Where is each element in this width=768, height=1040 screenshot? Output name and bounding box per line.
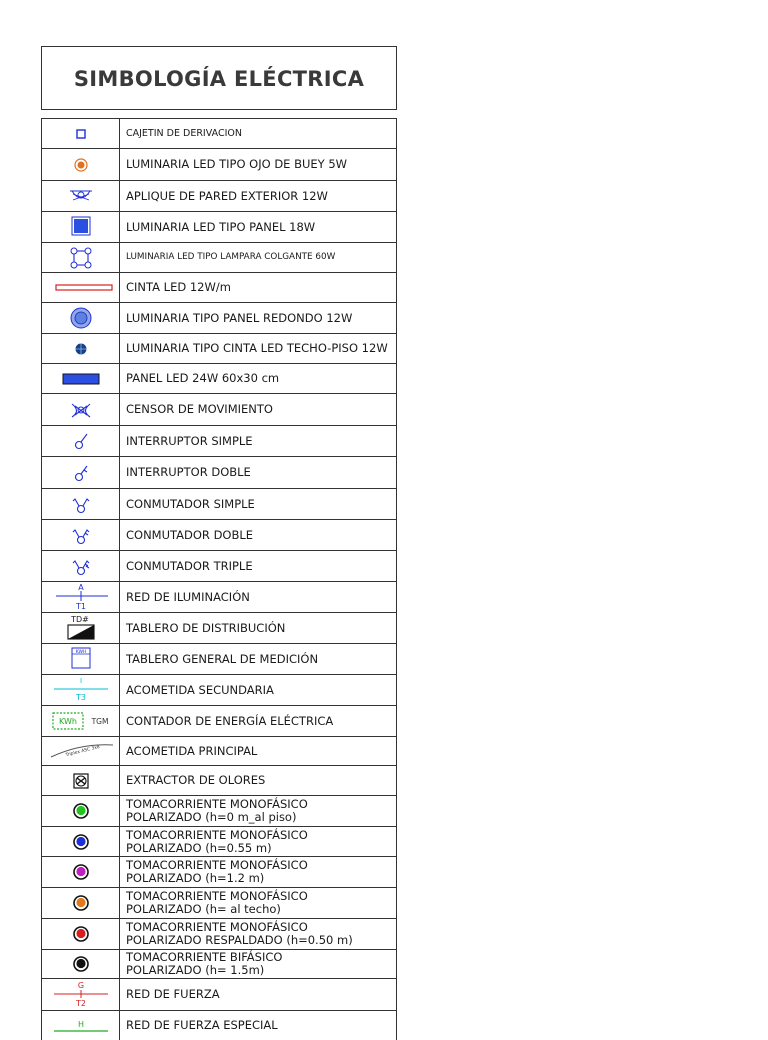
legend-label-line2: POLARIZADO (h= 1.5m) — [126, 963, 265, 977]
legend-label-line1: PANEL LED 24W 60x30 cm — [126, 371, 280, 385]
legend-label — [126, 737, 394, 765]
outlet-orange-icon — [42, 888, 120, 918]
legend-label — [126, 394, 394, 425]
outlet-black-icon — [42, 950, 120, 978]
legend-row — [41, 488, 397, 519]
outlet-red-icon — [42, 919, 120, 949]
legend-label-line1: EXTRACTOR DE OLORES — [126, 773, 266, 787]
legend-row — [41, 425, 397, 456]
tag-top: TD# — [70, 615, 89, 624]
legend-label — [126, 827, 394, 856]
legend-label — [126, 950, 394, 978]
legend-row — [41, 856, 397, 887]
legend-label-line2: POLARIZADO (h=1.2 m) — [126, 871, 265, 885]
panel-square-icon — [42, 212, 120, 242]
legend-label — [126, 1011, 394, 1040]
legend-label — [126, 457, 394, 488]
wall-sconce-icon — [42, 181, 120, 211]
tag-top: G — [77, 980, 84, 990]
legend-label-line1: TOMACORRIENTE BIFÁSICO — [126, 950, 283, 964]
legend-label — [126, 613, 394, 643]
energy-meter-icon — [42, 706, 120, 736]
legend-label-line1: TOMACORRIENTE MONOFÁSICO — [126, 797, 308, 811]
legend-label-line1: LUMINARIA TIPO CINTA LED TECHO-PISO 12W — [126, 341, 388, 355]
distribution-board-icon — [42, 613, 120, 643]
square-outline-icon — [42, 119, 120, 148]
legend-row — [41, 674, 397, 705]
lighting-network-icon — [42, 582, 120, 612]
legend-label-line1: TOMACORRIENTE MONOFÁSICO — [126, 889, 308, 903]
legend-row — [41, 180, 397, 211]
double-switch-icon — [42, 457, 120, 488]
legend-row — [41, 363, 397, 393]
pendant-lamp-icon — [42, 243, 120, 272]
page-title: SIMBOLOGÍA ELÉCTRICA — [73, 67, 365, 91]
legend-label-line1: INTERRUPTOR DOBLE — [126, 465, 251, 479]
title-box — [41, 46, 397, 110]
legend-label-line1: ACOMETIDA PRINCIPAL — [126, 743, 258, 758]
legend-label — [126, 426, 394, 456]
legend-row — [41, 550, 397, 581]
legend-label — [126, 551, 394, 581]
legend-row — [41, 456, 397, 488]
legend-label — [126, 489, 394, 519]
led-strip-icon — [42, 273, 120, 302]
legend-row — [41, 918, 397, 949]
legend-row — [41, 795, 397, 826]
legend-label-line1: TABLERO DE DISTRIBUCIÓN — [126, 620, 286, 635]
legend-label-line1: TABLERO GENERAL DE MEDICIÓN — [126, 651, 319, 666]
tag-bottom: T1 — [75, 602, 86, 611]
legend-label — [126, 181, 394, 211]
eyeball-light-icon — [42, 149, 120, 180]
legend-label-line1: RED DE FUERZA — [126, 987, 220, 1001]
legend-label-line1: APLIQUE DE PARED EXTERIOR 12W — [126, 188, 328, 203]
legend-row — [41, 333, 397, 363]
legend-label — [126, 857, 394, 887]
legend-row — [41, 643, 397, 674]
legend-label-line2: POLARIZADO (h=0 m_al piso) — [126, 810, 297, 824]
legend-row — [41, 705, 397, 736]
tag-side: TGM — [91, 717, 108, 726]
tag-top: Triplex ASC 3x8 — [64, 744, 100, 759]
legend-label-line1: LUMINARIA LED TIPO OJO DE BUEY 5W — [126, 157, 348, 171]
legend-row — [41, 978, 397, 1010]
legend-label — [126, 796, 394, 826]
legend-label-line1: LUMINARIA LED TIPO LAMPARA COLGANTE 60W — [126, 252, 336, 262]
outlet-green-icon — [42, 796, 120, 826]
legend-label — [126, 644, 394, 674]
legend-label-line1: ACOMETIDA SECUNDARIA — [126, 682, 274, 697]
legend-label-line1: CENSOR DE MOVIMIENTO — [126, 402, 273, 416]
legend-label — [126, 888, 394, 918]
meter-board-icon — [42, 644, 120, 674]
legend-label — [126, 919, 394, 949]
tag-top: KWH — [75, 650, 86, 655]
outlet-blue-icon — [42, 827, 120, 856]
legend-label — [126, 212, 394, 242]
secondary-feeder-icon — [42, 675, 120, 705]
legend-row — [41, 887, 397, 918]
single-switch-icon — [42, 426, 120, 456]
legend-row — [41, 949, 397, 978]
single-commutator-icon — [42, 489, 120, 519]
legend-label-line1: CONMUTADOR SIMPLE — [126, 496, 255, 511]
tag-top: I — [79, 677, 82, 685]
outlet-magenta-icon — [42, 857, 120, 887]
legend-row — [41, 1010, 397, 1040]
special-power-network-icon — [42, 1011, 120, 1040]
legend-label — [126, 582, 394, 612]
tag-top: A — [77, 583, 84, 592]
legend-label — [126, 334, 394, 363]
legend-label — [126, 766, 394, 795]
legend-label-line1: RED DE FUERZA ESPECIAL — [126, 1018, 278, 1032]
legend-label-line1: CAJETIN DE DERIVACION — [126, 128, 242, 139]
legend-label — [126, 675, 394, 705]
led-panel-rect-icon — [42, 364, 120, 393]
legend-label — [126, 979, 394, 1010]
legend-row — [41, 148, 397, 180]
legend-label-line1: LUMINARIA LED TIPO PANEL 18W — [126, 219, 316, 234]
legend-label — [126, 273, 394, 302]
tag-bottom: T3 — [75, 693, 86, 702]
legend-label — [126, 706, 394, 736]
legend-row — [41, 736, 397, 765]
legend-row — [41, 612, 397, 643]
legend-row — [41, 581, 397, 612]
legend-row — [41, 393, 397, 425]
legend-label-line1: TOMACORRIENTE MONOFÁSICO — [126, 827, 308, 842]
legend-row — [41, 826, 397, 856]
power-network-icon — [42, 979, 120, 1010]
legend-label — [126, 243, 394, 272]
triple-commutator-icon — [42, 551, 120, 581]
legend-label-line1: CONMUTADOR TRIPLE — [126, 558, 253, 573]
motion-sensor-icon — [42, 394, 120, 425]
legend-row — [41, 118, 397, 148]
legend-row — [41, 211, 397, 242]
round-panel-icon — [42, 303, 120, 333]
legend-label-line2: POLARIZADO (h=0.55 m) — [126, 840, 272, 855]
legend-row — [41, 242, 397, 272]
legend-label-line1: TOMACORRIENTE MONOFÁSICO — [126, 920, 308, 934]
legend-label — [126, 303, 394, 333]
legend-label-line1: CINTA LED 12W/m — [126, 280, 231, 294]
legend-label-line1: LUMINARIA TIPO PANEL REDONDO 12W — [126, 310, 353, 325]
floor-ceiling-strip-icon — [42, 334, 120, 363]
legend-label-line1: RED DE ILUMINACIÓN — [126, 589, 250, 604]
legend-row — [41, 302, 397, 333]
legend-label — [126, 520, 394, 550]
tag-top: H — [77, 1019, 84, 1029]
legend-label — [126, 119, 394, 148]
tag-top: KWh — [58, 717, 77, 726]
tag-bottom: T2 — [75, 998, 86, 1008]
legend-row — [41, 272, 397, 302]
main-feeder-icon — [42, 737, 120, 765]
legend-label — [126, 149, 394, 180]
double-commutator-icon — [42, 520, 120, 550]
legend-label-line1: CONTADOR DE ENERGÍA ELÉCTRICA — [126, 713, 334, 728]
legend-row — [41, 519, 397, 550]
legend-label-line1: CONMUTADOR DOBLE — [126, 527, 254, 542]
legend-row — [41, 765, 397, 795]
legend-label-line2: POLARIZADO (h= al techo) — [126, 902, 281, 916]
legend-label-line2: POLARIZADO RESPALDADO (h=0.50 m) — [126, 933, 353, 947]
legend-label-line1: INTERRUPTOR SIMPLE — [126, 433, 253, 448]
extractor-icon — [42, 766, 120, 795]
legend-label-line1: TOMACORRIENTE MONOFÁSICO — [126, 858, 308, 872]
legend-label — [126, 364, 394, 393]
